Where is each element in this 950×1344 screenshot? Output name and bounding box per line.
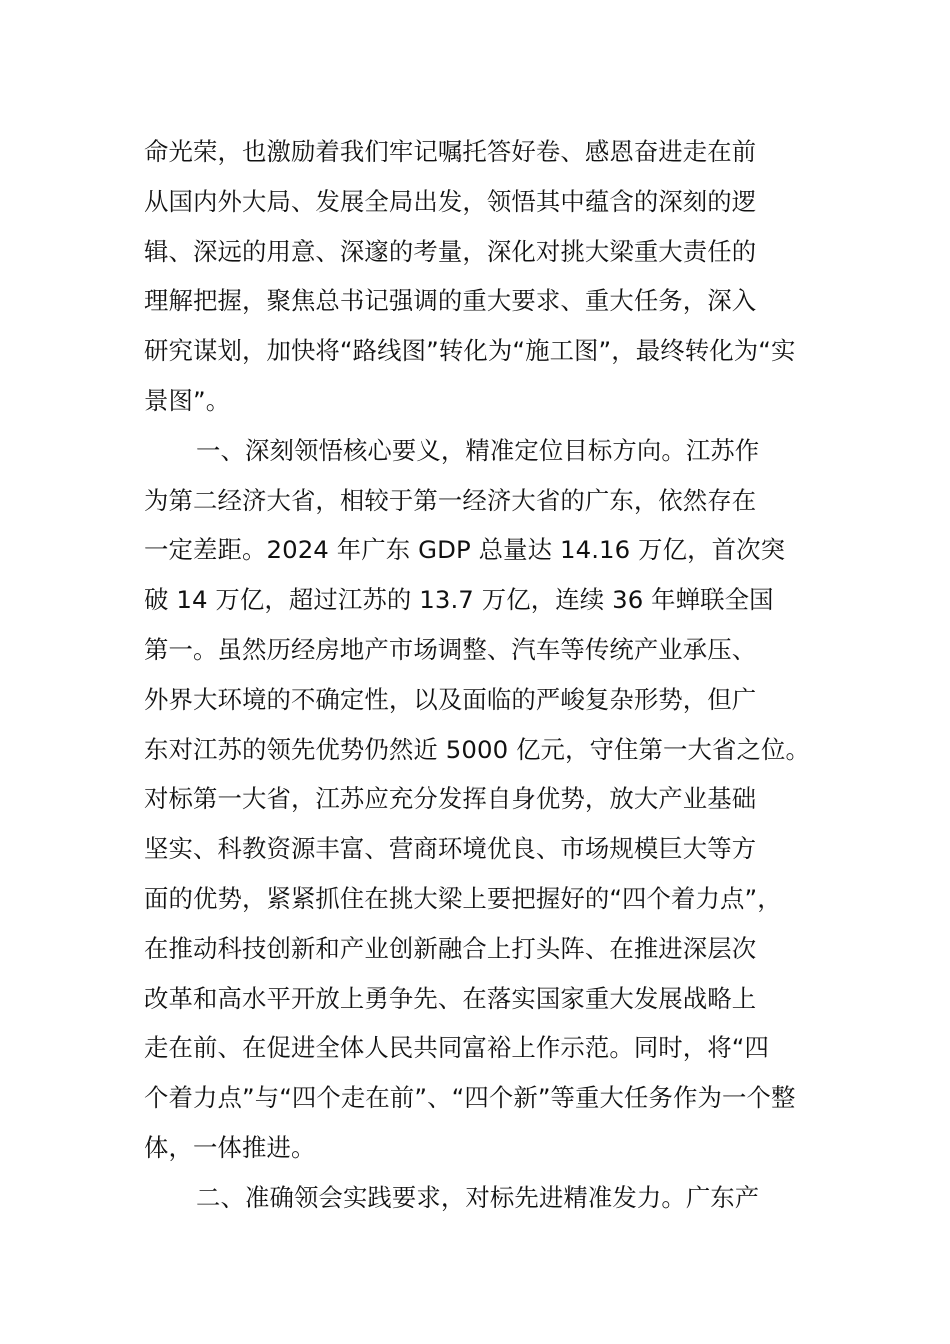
section-heading-line: 一、深刻领悟核心要义，精准定位目标方向。江苏作 (196, 435, 760, 465)
text-line: 东对江苏的领先优势仍然近 5000 亿元，守住第一大省之位。 (144, 734, 810, 764)
text-line: 为第二经济大省，相较于第一经济大省的广东，依然存在 (144, 485, 757, 515)
text-line: 对标第一大省，江苏应充分发挥自身优势，放大产业基础 (144, 784, 757, 814)
text-line: 第一。虽然历经房地产市场调整、汽车等传统产业承压、 (144, 634, 757, 664)
text-line: 体，一体推进。 (144, 1132, 316, 1162)
text-line: 个着力点”与“四个走在前”、“四个新”等重大任务作为一个整 (144, 1083, 796, 1113)
text-line: 从国内外大局、发展全局出发，领悟其中蕴含的深刻的逻 (144, 186, 757, 216)
text-line: 走在前、在促进全体人民共同富裕上作示范。同时，将“四 (144, 1033, 770, 1063)
text-line: 改革和高水平开放上勇争先、在落实国家重大发展战略上 (144, 983, 757, 1013)
text-line: 坚实、科教资源丰富、营商环境优良、市场规模巨大等方 (144, 834, 757, 864)
document-body (144, 127, 824, 1223)
text-line: 破 14 万亿，超过江苏的 13.7 万亿，连续 36 年蝉联全国 (144, 585, 774, 615)
text-line: 面的优势，紧紧抓住在挑大梁上要把握好的“四个着力点”， (144, 883, 782, 913)
text-line: 一定差距。2024 年广东 GDP 总量达 14.16 万亿，首次突 (144, 535, 786, 565)
text-line: 研究谋划，加快将“路线图”转化为“施工图”，最终转化为“实 (144, 336, 796, 366)
section-heading-line: 二、准确领会实践要求，对标先进精准发力。广东产 (196, 1182, 760, 1212)
text-line: 外界大环境的不确定性，以及面临的严峻复杂形势，但广 (144, 684, 757, 714)
text-line: 理解把握，聚焦总书记强调的重大要求、重大任务，深入 (144, 286, 757, 316)
text-line: 命光荣，也激励着我们牢记嘱托答好卷、感恩奋进走在前 (144, 137, 757, 166)
text-line: 辑、深远的用意、深邃的考量，深化对挑大梁重大责任的 (144, 236, 757, 266)
text-line: 在推动科技创新和产业创新融合上打头阵、在推进深层次 (144, 933, 757, 963)
text-line: 景图”。 (144, 385, 231, 415)
